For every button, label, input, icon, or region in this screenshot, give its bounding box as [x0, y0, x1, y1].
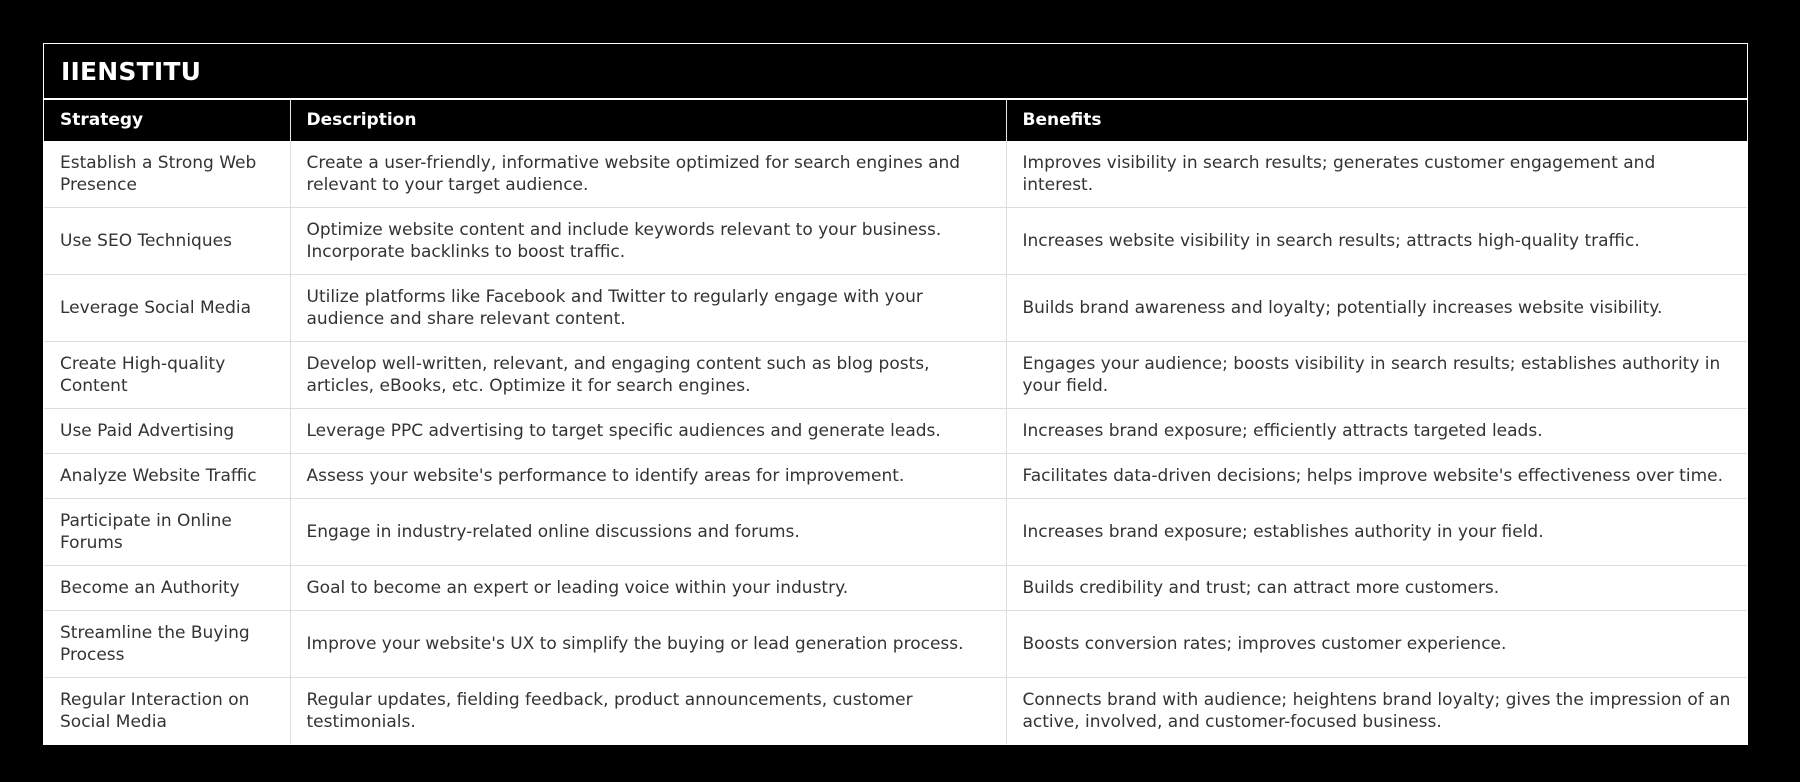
strategy-table	[44, 100, 1747, 744]
description-cell: Goal to become an expert or leading voice within your industry.	[290, 566, 1006, 611]
benefits-cell: Engages your audience; boosts visibility in search results; establishes authority in your field.	[1006, 342, 1747, 409]
content-panel	[43, 43, 1748, 745]
description-cell: Engage in industry-related online discussions and forums.	[290, 499, 1006, 566]
benefits-cell: Facilitates data-driven decisions; helps improve website's effectiveness over time.	[1006, 454, 1747, 499]
table-row	[44, 499, 1747, 566]
table-row	[44, 208, 1747, 275]
table-row	[44, 275, 1747, 342]
benefits-cell: Connects brand with audience; heightens brand loyalty; gives the impression of an active, involved, and customer-focused business.	[1006, 678, 1747, 745]
description-cell: Leverage PPC advertising to target specific audiences and generate leads.	[290, 409, 1006, 454]
column-header-description: Description	[290, 100, 1006, 141]
table-row	[44, 678, 1747, 745]
benefits-cell: Increases website visibility in search results; attracts high-quality traffic.	[1006, 208, 1747, 275]
strategy-cell: Streamline the Buying Process	[44, 611, 290, 678]
strategy-cell: Create High-quality Content	[44, 342, 290, 409]
benefits-cell: Boosts conversion rates; improves customer experience.	[1006, 611, 1747, 678]
table-body	[44, 141, 1747, 744]
table-row	[44, 141, 1747, 208]
description-cell: Develop well-written, relevant, and engaging content such as blog posts, articles, eBooks, etc. Optimize it for search engines.	[290, 342, 1006, 409]
benefits-cell: Builds brand awareness and loyalty; potentially increases website visibility.	[1006, 275, 1747, 342]
table-row	[44, 454, 1747, 499]
strategy-cell: Leverage Social Media	[44, 275, 290, 342]
page-title: IIENSTITU	[44, 44, 1747, 100]
description-cell: Assess your website's performance to identify areas for improvement.	[290, 454, 1006, 499]
benefits-cell: Builds credibility and trust; can attract more customers.	[1006, 566, 1747, 611]
strategy-cell: Participate in Online Forums	[44, 499, 290, 566]
table-header	[44, 100, 1747, 141]
description-cell: Regular updates, fielding feedback, product announcements, customer testimonials.	[290, 678, 1006, 745]
benefits-cell: Increases brand exposure; establishes authority in your field.	[1006, 499, 1747, 566]
benefits-cell: Improves visibility in search results; generates customer engagement and interest.	[1006, 141, 1747, 208]
table-row	[44, 566, 1747, 611]
header-row	[44, 100, 1747, 141]
table-row	[44, 409, 1747, 454]
strategy-cell: Establish a Strong Web Presence	[44, 141, 290, 208]
column-header-strategy: Strategy	[44, 100, 290, 141]
benefits-cell: Increases brand exposure; efficiently attracts targeted leads.	[1006, 409, 1747, 454]
strategy-cell: Become an Authority	[44, 566, 290, 611]
description-cell: Optimize website content and include keywords relevant to your business. Incorporate backlinks to boost traffic.	[290, 208, 1006, 275]
table-row	[44, 342, 1747, 409]
strategy-cell: Use SEO Techniques	[44, 208, 290, 275]
description-cell: Utilize platforms like Facebook and Twitter to regularly engage with your audience and share relevant content.	[290, 275, 1006, 342]
table-row	[44, 611, 1747, 678]
description-cell: Improve your website's UX to simplify the buying or lead generation process.	[290, 611, 1006, 678]
strategy-cell: Use Paid Advertising	[44, 409, 290, 454]
description-cell: Create a user-friendly, informative website optimized for search engines and relevant to your target audience.	[290, 141, 1006, 208]
strategy-cell: Analyze Website Traffic	[44, 454, 290, 499]
column-header-benefits: Benefits	[1006, 100, 1747, 141]
strategy-cell: Regular Interaction on Social Media	[44, 678, 290, 745]
